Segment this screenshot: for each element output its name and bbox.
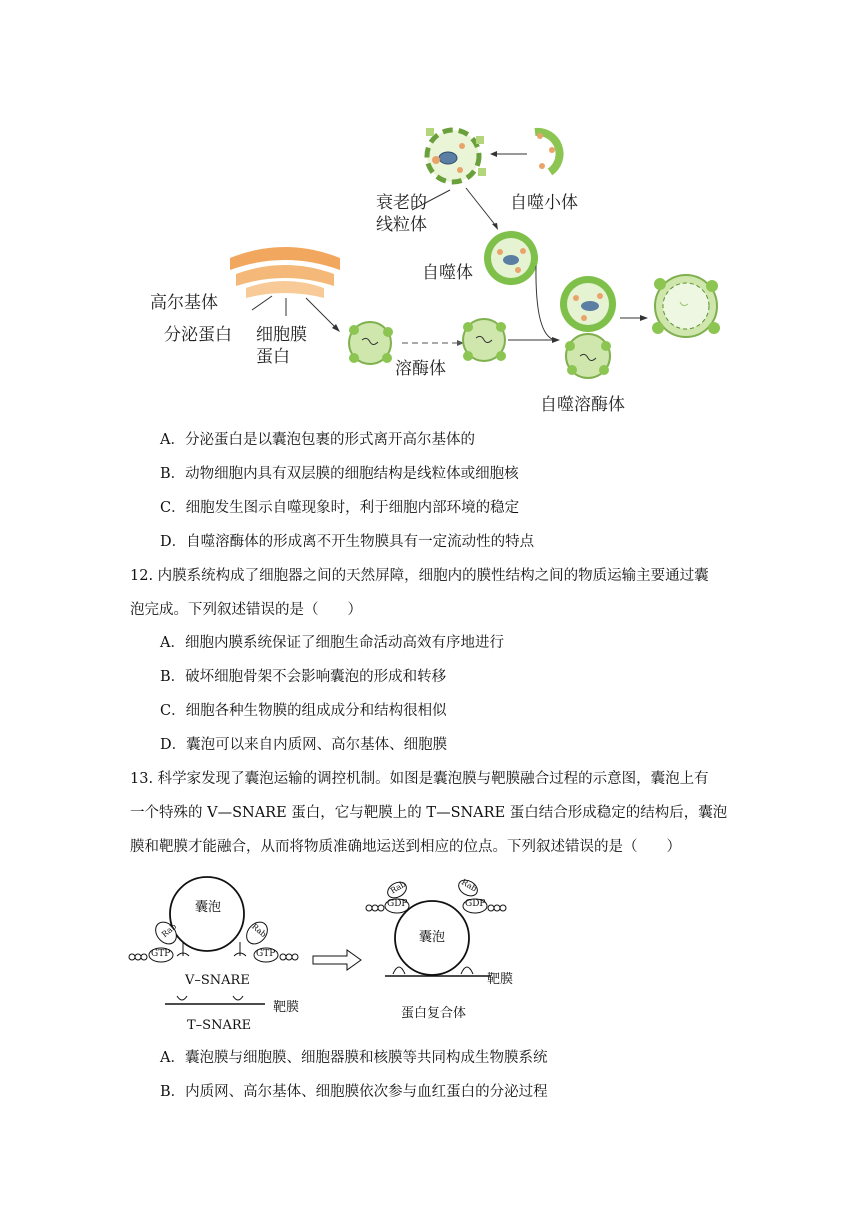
transition-arrow <box>313 950 361 970</box>
label-gdp-left: GDP <box>387 899 408 909</box>
label-v-snare: V–SNARE <box>185 973 250 988</box>
label-gdp-right: GDP <box>465 899 486 909</box>
label-target-membrane-left: 靶膜 <box>273 1000 300 1015</box>
label-gtp-left: GTP <box>151 949 171 959</box>
label-secretory-protein: 分泌蛋白 <box>164 325 232 345</box>
q13-option-a: A．囊泡膜与细胞膜、细胞器膜和核膜等共同构成生物膜系统 <box>160 1050 548 1066</box>
q11-option-c: C．细胞发生图示自噬现象时，利于细胞内部环境的稳定 <box>160 500 520 516</box>
autolysosome-fusing <box>560 276 616 378</box>
q13-stem-line1: 13. 科学家发现了囊泡运输的调控机制。如图是囊泡膜与靶膜融合过程的示意图，囊泡上有 <box>130 771 709 787</box>
aging-mitochondrion-engulfing <box>426 128 486 182</box>
autophagosome-small <box>535 132 560 172</box>
label-autolysosome: 自噬溶酶体 <box>540 395 625 415</box>
lysosome-right <box>463 319 506 361</box>
label-membrane-protein-line1: 细胞膜 <box>256 325 307 345</box>
autolysosome-result <box>652 275 720 337</box>
q12-stem-line2: 泡完成。下列叙述错误的是（ ） <box>130 602 362 618</box>
label-gtp-right: GTP <box>256 949 276 959</box>
label-membrane-protein-line2: 蛋白 <box>256 347 290 367</box>
label-lysosome: 溶酶体 <box>395 359 446 379</box>
lysosome-left <box>349 322 393 364</box>
label-aging-mito <box>376 192 427 236</box>
label-autophagosome-small: 自噬小体 <box>510 193 578 213</box>
label-rab-after-right: Rab <box>459 877 479 894</box>
label-aging-mito-line2: 线粒体 <box>376 215 427 235</box>
q13-stem-line3: 膜和靶膜才能融合，从而将物质准确地运送到相应的位点。下列叙述错误的是（ ） <box>130 839 681 855</box>
label-rab-after-left: Rab <box>388 879 408 896</box>
golgi-apparatus <box>230 247 340 298</box>
q11-option-d: D．自噬溶酶体的形成离不开生物膜具有一定流动性的特点 <box>160 534 535 550</box>
q13-option-b: B．内质网、高尔基体、细胞膜依次参与血红蛋白的分泌过程 <box>160 1084 548 1100</box>
q12-option-a: A．细胞内膜系统保证了细胞生命活动高效有序地进行 <box>160 635 504 651</box>
label-rab-left: Rab <box>159 921 179 940</box>
label-vesicle-after: 囊泡 <box>419 930 446 945</box>
autophagy-figure <box>140 118 740 418</box>
label-aging-mito-line1: 衰老的 <box>376 193 427 213</box>
vesicle-fusion-figure <box>125 876 545 1036</box>
label-autophagosome: 自噬体 <box>422 263 473 283</box>
label-membrane-protein <box>256 324 307 368</box>
q12-option-b: B．破坏细胞骨架不会影响囊泡的形成和转移 <box>160 669 447 685</box>
label-rab-right: Rab <box>249 921 269 940</box>
label-target-membrane-right: 靶膜 <box>487 972 514 987</box>
label-vesicle-before: 囊泡 <box>195 900 222 915</box>
autophagosome <box>484 231 538 285</box>
label-t-snare: T–SNARE <box>187 1018 252 1033</box>
label-golgi: 高尔基体 <box>150 293 218 313</box>
q11-option-a: A．分泌蛋白是以囊泡包裹的形式离开高尔基体的 <box>160 432 475 448</box>
q12-option-d: D．囊泡可以来自内质网、高尔基体、细胞膜 <box>160 737 448 753</box>
q12-stem-line1: 12. 内膜系统构成了细胞器之间的天然屏障，细胞内的膜性结构之间的物质运输主要通过囊 <box>130 568 709 584</box>
q13-stem-line2: 一个特殊的 V—SNARE 蛋白，它与靶膜上的 T—SNARE 蛋白结合形成稳定的结构后，囊泡 <box>130 805 728 821</box>
label-protein-complex: 蛋白复合体 <box>401 1006 467 1021</box>
q11-option-b: B．动物细胞内具有双层膜的细胞结构是线粒体或细胞核 <box>160 466 519 482</box>
q12-option-c: C．细胞各种生物膜的组成成分和结构很相似 <box>160 703 447 719</box>
